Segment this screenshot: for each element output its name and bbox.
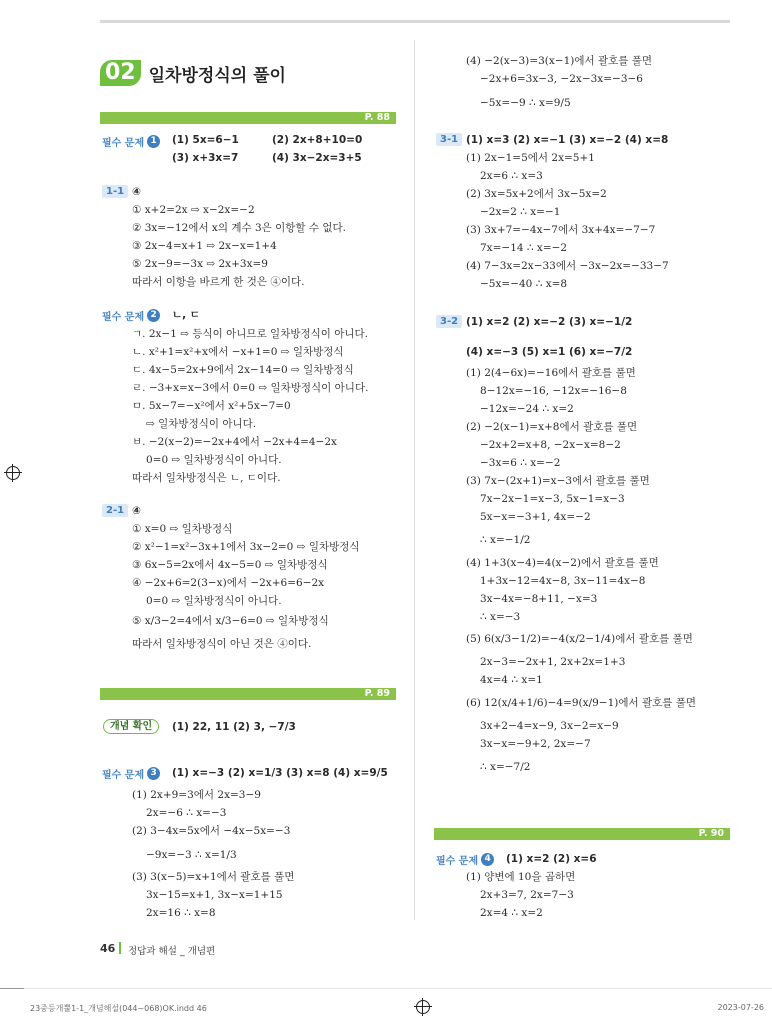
solution-line: (2) −2(x−1)=x+8에서 괄호를 풀면 <box>466 421 638 433</box>
solution-line: ⑤ 2x−9=−3x ⇨ 2x+3x=9 <box>132 258 268 270</box>
solution-line: 1+3x−12=4x−8, 3x−11=4x−8 <box>480 575 646 587</box>
problem-number: 1 <box>147 135 160 148</box>
solution-line: 2x=6 ∴ x=3 <box>480 170 543 182</box>
page-ref-88: P. 88 <box>364 112 390 123</box>
solution-line: 3x+2−4=x−9, 3x−2=x−9 <box>480 720 619 732</box>
problem-number: 4 <box>481 853 494 866</box>
tag-3-2: 3-2 <box>436 315 462 328</box>
solution-line: 7x=−14 ∴ x=−2 <box>480 242 568 254</box>
section-title: 일차방정식의 풀이 <box>148 65 286 86</box>
page-ref-89: P. 89 <box>364 688 390 699</box>
crop-mark <box>0 988 24 989</box>
footer-separator <box>119 942 121 954</box>
solution-line: ⑤ x/3−2=4에서 x/3−6=0 ⇨ 일차방정식 <box>132 615 329 627</box>
solution-line: 8−12x=−16, −12x=−16−8 <box>480 385 627 397</box>
solution-line: 2x−3=−2x+1, 2x+2x=1+3 <box>480 656 626 668</box>
solution-line: 3x−4x=−8+11, −x=3 <box>480 593 598 605</box>
page-ref-bar-90 <box>434 828 730 840</box>
solution-line: ㅁ. 5x−7=−x²에서 x²+5x−7=0 <box>132 400 291 412</box>
page-ref-90: P. 90 <box>698 828 724 839</box>
pilsu-label: 필수 문제 <box>102 770 145 781</box>
solution-line: ∴ x=−1/2 <box>480 534 531 546</box>
pilsu-badge-2 <box>102 308 160 323</box>
solution-line: ∴ x=−7/2 <box>480 761 531 773</box>
solution-line: (3) 3(x−5)=x+1에서 괄호를 풀면 <box>132 871 295 883</box>
solution-line: ㄴ. x²+1=x²+x에서 −x+1=0 ⇨ 일차방정식 <box>132 346 344 358</box>
solution-line: ④ −2x+6=2(3−x)에서 −2x+6=6−2x <box>132 577 325 589</box>
solution-line: −3x=6 ∴ x=−2 <box>480 457 561 469</box>
solution-line: ③ 6x−5=2x에서 4x−5=0 ⇨ 일차방정식 <box>132 559 328 571</box>
solution-line: 따라서 일차방정식은 ㄴ, ㄷ이다. <box>132 472 281 484</box>
solution-line: −9x=−3 ∴ x=1/3 <box>146 849 237 861</box>
solution-line: (1) 2x+9=3에서 2x=3−9 <box>132 789 261 801</box>
solution-line: (6) 12(x/4+1/6)−4=9(x/9−1)에서 괄호를 풀면 <box>466 697 697 709</box>
solution-line: 4x=4 ∴ x=1 <box>480 674 543 686</box>
concept-check-label: 개념 확인 <box>103 719 159 734</box>
answer: ㄴ, ㄷ <box>172 309 200 321</box>
solution-line: −2x=2 ∴ x=−1 <box>480 206 561 218</box>
answer-line: (3) x+3x=7 <box>172 152 239 164</box>
solution-line: 따라서 일차방정식이 아닌 것은 ④이다. <box>132 638 312 650</box>
answer: ④ <box>132 186 141 198</box>
solution-line: ② x²−1=x²−3x+1에서 3x−2=0 ⇨ 일차방정식 <box>132 541 360 553</box>
problem-number: 2 <box>147 309 160 322</box>
solution-line: (2) 3x=5x+2에서 3x−5x=2 <box>466 188 607 200</box>
page-number: 46 <box>100 942 116 955</box>
print-date: 2023-07-26 <box>717 1003 764 1012</box>
answer: (4) x=−3 (5) x=1 (6) x=−7/2 <box>466 346 633 358</box>
solution-line: 3x−x=−9+2, 2x=−7 <box>480 738 591 750</box>
solution-line: 3x−15=x+1, 3x−x=1+15 <box>146 889 283 901</box>
tag-2-1: 2-1 <box>102 504 128 517</box>
solution-line: 2x=−6 ∴ x=−3 <box>146 807 227 819</box>
solution-line: 2x+3=7, 2x=7−3 <box>480 889 574 901</box>
solution-line: −5x=−40 ∴ x=8 <box>480 278 568 290</box>
page-ref-bar-88 <box>100 112 396 124</box>
pilsu-label: 필수 문제 <box>102 138 145 149</box>
solution-line: ㄱ. 2x−1 ⇨ 등식이 아니므로 일차방정식이 아니다. <box>132 328 369 340</box>
solution-line: ⇨ 일차방정식이 아니다. <box>146 418 257 430</box>
pilsu-label: 필수 문제 <box>436 856 479 867</box>
solution-line: (4) 7−3x=2x−33에서 −3x−2x=−33−7 <box>466 260 669 272</box>
answer: (1) x=3 (2) x=−1 (3) x=−2 (4) x=8 <box>466 134 669 146</box>
solution-line: −5x=−9 ∴ x=9/5 <box>480 97 571 109</box>
answer-line: (1) 5x=6−1 <box>172 134 239 146</box>
solution-line: (4) 1+3(x−4)=4(x−2)에서 괄호를 풀면 <box>466 557 659 569</box>
solution-line: 2x=4 ∴ x=2 <box>480 907 543 919</box>
top-rule <box>100 20 730 23</box>
tag-1-1: 1-1 <box>102 185 128 198</box>
section-number: 02 <box>100 60 141 86</box>
solution-line: ③ 2x−4=x+1 ⇨ 2x−x=1+4 <box>132 240 277 252</box>
print-file-info: 23중등개뿔1-1_개념해설(044~068)OK.indd 46 <box>30 1004 207 1013</box>
solution-line: (1) 2(4−6x)=−16에서 괄호를 풀면 <box>466 367 636 379</box>
solution-line: ∴ x=−3 <box>480 611 521 623</box>
pilsu-badge-3 <box>102 766 160 781</box>
column-divider <box>414 40 415 920</box>
solution-line: (5) 6(x/3−1/2)=−4(x/2−1/4)에서 괄호를 풀면 <box>466 633 693 645</box>
registration-mark-icon <box>6 466 20 480</box>
page-ref-bar-89 <box>100 688 396 700</box>
solution-line: 2x=16 ∴ x=8 <box>146 907 216 919</box>
solution-line: ㅂ. −2(x−2)=−2x+4에서 −2x+4=4−2x <box>132 436 337 448</box>
solution-line: (4) −2(x−3)=3(x−1)에서 괄호를 풀면 <box>466 55 653 67</box>
solution-line: −2x+6=3x−3, −2x−3x=−3−6 <box>480 73 643 85</box>
solution-line: ② 3x=−12에서 x의 계수 3은 이항할 수 없다. <box>132 222 346 234</box>
answer: (1) x=2 (2) x=−2 (3) x=−1/2 <box>466 316 633 328</box>
solution-line: ① x=0 ⇨ 일차방정식 <box>132 523 233 535</box>
solution-line: 0=0 ⇨ 일차방정식이 아니다. <box>146 454 282 466</box>
solution-line: 따라서 이항을 바르게 한 것은 ④이다. <box>132 276 305 288</box>
solution-line: ㄷ. 4x−5=2x+9에서 2x−14=0 ⇨ 일차방정식 <box>132 364 354 376</box>
pilsu-label: 필수 문제 <box>102 312 145 323</box>
solution-line: ① x+2=2x ⇨ x−2x=−2 <box>132 204 255 216</box>
solution-line: (3) 3x+7=−4x−7에서 3x+4x=−7−7 <box>466 224 656 236</box>
answer-line: (4) 3x−2x=3+5 <box>272 152 362 164</box>
solution-line: ㄹ. −3+x=x−3에서 0=0 ⇨ 일차방정식이 아니다. <box>132 382 369 394</box>
solution-line: −12x=−24 ∴ x=2 <box>480 403 574 415</box>
answer: (1) x=−3 (2) x=1/3 (3) x=8 (4) x=9/5 <box>172 767 388 779</box>
footer-text: 정답과 해설 _ 개념편 <box>128 946 216 957</box>
answer: (1) x=2 (2) x=6 <box>506 853 597 865</box>
solution-line: −2x+2=x+8, −2x−x=8−2 <box>480 439 621 451</box>
solution-line: 7x−2x−1=x−3, 5x−1=x−3 <box>480 493 625 505</box>
pilsu-badge-1 <box>102 134 160 149</box>
solution-line: (3) 7x−(2x+1)=x−3에서 괄호를 풀면 <box>466 475 650 487</box>
solution-line: 5x−x=−3+1, 4x=−2 <box>480 511 591 523</box>
tag-3-1: 3-1 <box>436 133 462 146</box>
bottom-rule <box>0 988 772 989</box>
concept-answer: (1) 22, 11 (2) 3, −7/3 <box>172 721 296 733</box>
answer-line: (2) 2x+8+10=0 <box>272 134 363 146</box>
answer: ④ <box>132 505 141 517</box>
problem-number: 3 <box>147 767 160 780</box>
registration-mark-icon <box>416 1000 430 1014</box>
solution-line: (1) 2x−1=5에서 2x=5+1 <box>466 152 595 164</box>
section-header <box>100 60 286 86</box>
solution-line: 0=0 ⇨ 일차방정식이 아니다. <box>146 595 282 607</box>
pilsu-badge-4 <box>436 852 494 867</box>
solution-line: (2) 3−4x=5x에서 −4x−5x=−3 <box>132 825 291 837</box>
solution-line: (1) 양변에 10을 곱하면 <box>466 871 576 883</box>
